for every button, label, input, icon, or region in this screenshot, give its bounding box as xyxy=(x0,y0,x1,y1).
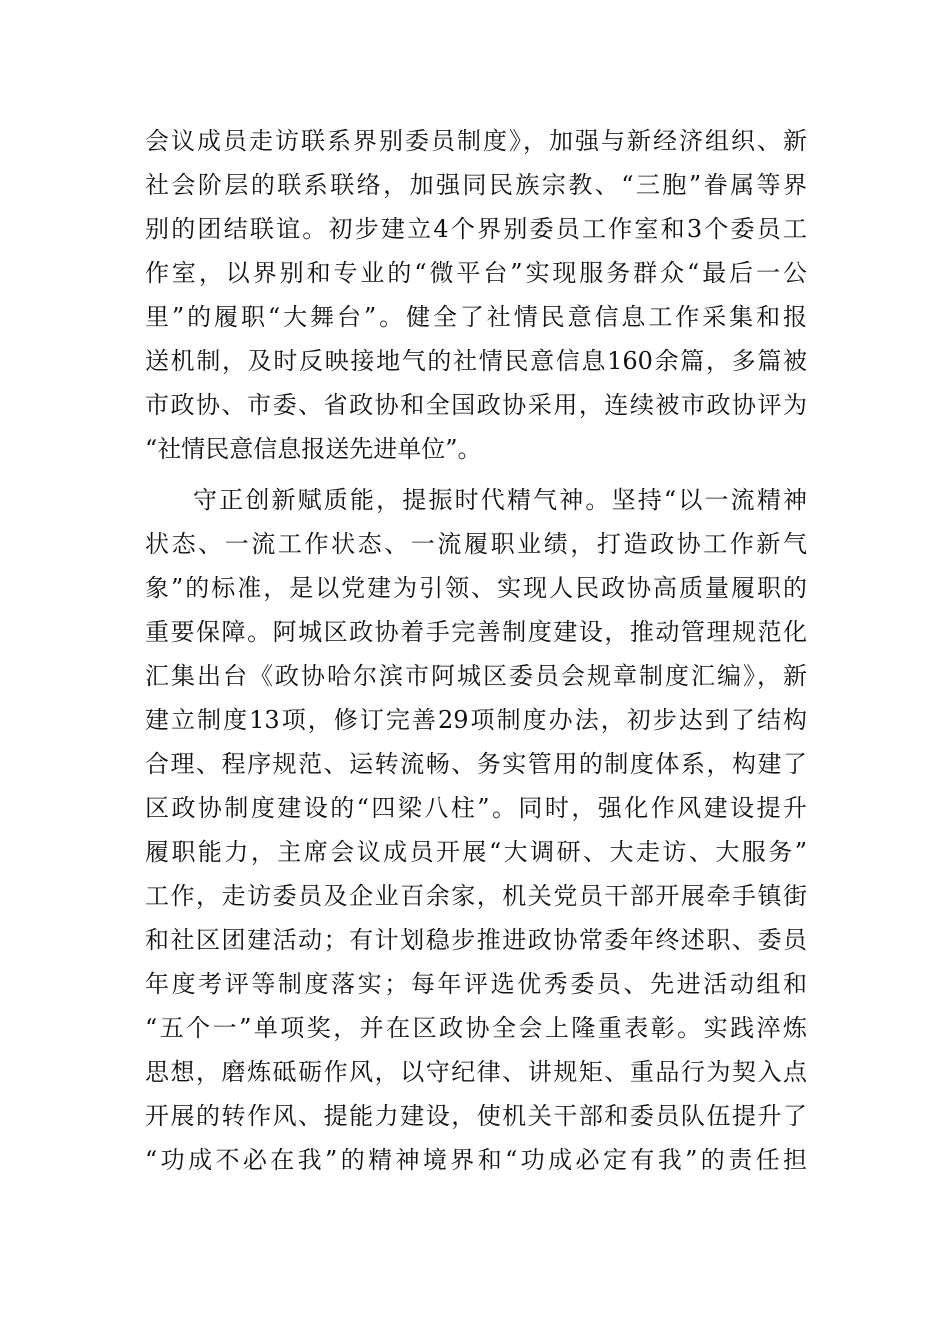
text-line: 市政协、市委、省政协和全国政协采用，连续被市政协评为 xyxy=(145,391,807,419)
text-line: 守正创新赋质能，提振时代精气神。坚持“以一流精神 xyxy=(193,486,807,514)
text-line: 履职能力，主席会议成员开展“大调研、大走访、大服务” xyxy=(145,838,807,866)
text-line: 里”的履职“大舞台”。健全了社情民意信息工作采集和报 xyxy=(145,303,807,331)
text-line: 区政协制度建设的“四梁八柱”。同时，强化作风建设提升 xyxy=(145,794,807,822)
text-line: 别的团结联谊。初步建立4个界别委员工作室和3个委员工 xyxy=(145,215,807,243)
text-line: “社情民意信息报送先进单位”。 xyxy=(145,435,482,463)
text-line: 重要保障。阿城区政协着手完善制度建设，推动管理规范化 xyxy=(145,618,807,646)
text-line: 送机制，及时反映接地气的社情民意信息160余篇，多篇被 xyxy=(145,347,807,375)
text-line: 开展的转作风、提能力建设，使机关干部和委员队伍提升了 xyxy=(145,1102,807,1130)
text-line: 工作，走访委员及企业百余家，机关党员干部开展牵手镇街 xyxy=(145,882,807,910)
text-line: “功成不必在我”的精神境界和“功成必定有我”的责任担 xyxy=(145,1146,807,1174)
text-line: 建立制度13项，修订完善29项制度办法，初步达到了结构 xyxy=(145,706,807,734)
text-line: 会议成员走访联系界别委员制度》，加强与新经济组织、新 xyxy=(145,127,807,155)
text-line: 合理、程序规范、运转流畅、务实管用的制度体系，构建了 xyxy=(145,750,807,778)
text-line: 汇集出台《政协哈尔滨市阿城区委员会规章制度汇编》，新 xyxy=(145,662,807,690)
text-line: 作室，以界别和专业的“微平台”实现服务群众“最后一公 xyxy=(145,259,807,287)
text-line: 思想，磨炼砥砺作风，以守纪律、讲规矩、重品行为契入点 xyxy=(145,1058,807,1086)
text-line: 社会阶层的联系联络，加强同民族宗教、“三胞”眷属等界 xyxy=(145,171,807,199)
text-line: 象”的标准，是以党建为引领、实现人民政协高质量履职的 xyxy=(145,574,807,602)
text-line: “五个一”单项奖，并在区政协全会上隆重表彰。实践淬炼 xyxy=(145,1014,807,1042)
text-line: 状态、一流工作状态、一流履职业绩，打造政协工作新气 xyxy=(145,530,807,558)
text-line: 和社区团建活动；有计划稳步推进政协常委年终述职、委员 xyxy=(145,926,807,954)
text-line: 年度考评等制度落实；每年评选优秀委员、先进活动组和 xyxy=(145,970,807,998)
